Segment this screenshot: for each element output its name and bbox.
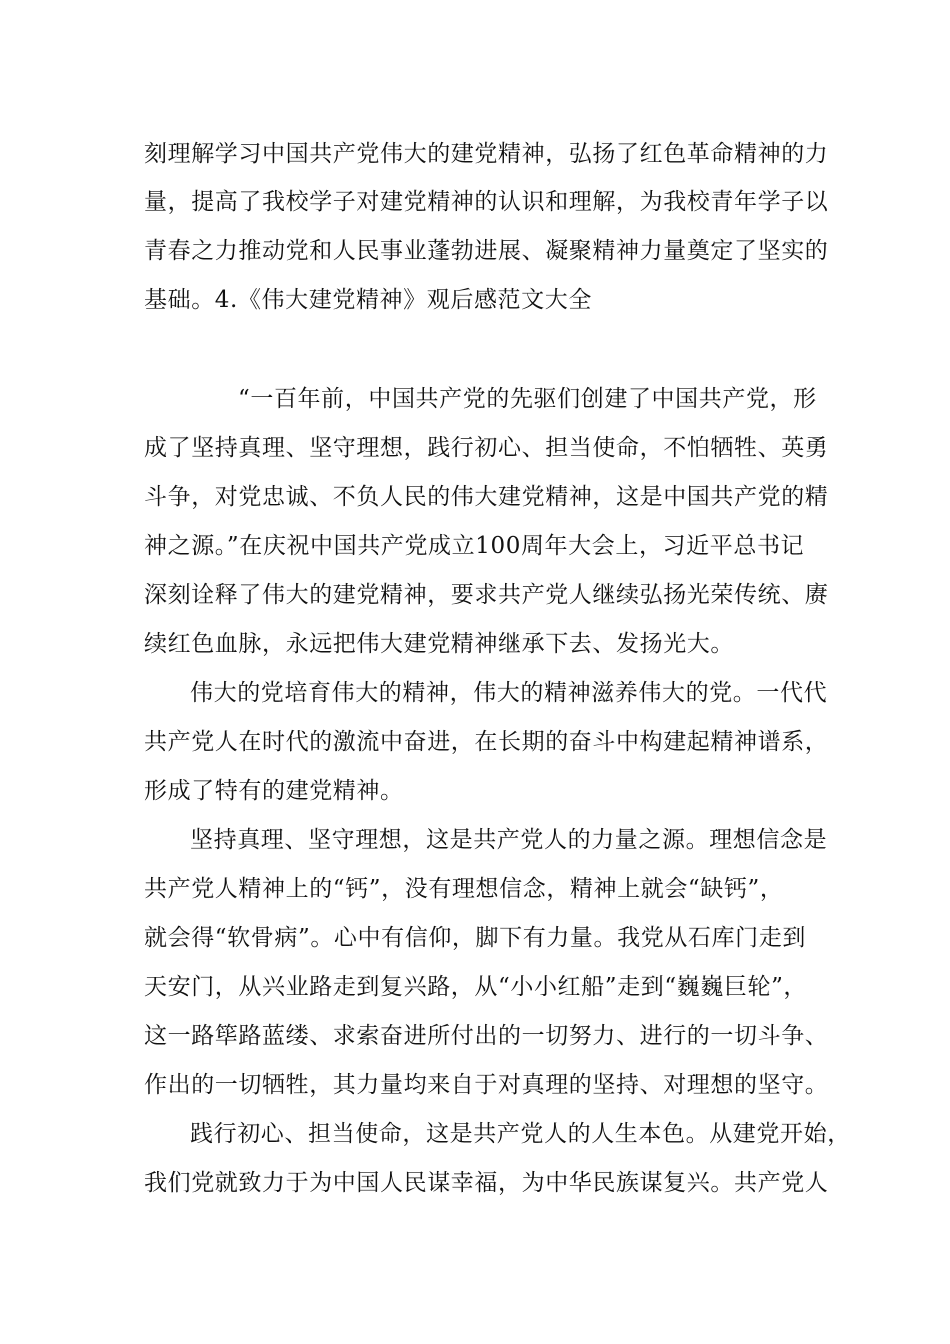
text-line: 天安门，从兴业路走到复兴路，从“小小红船”走到“巍巍巨轮”，	[144, 974, 808, 1000]
text-line: 共产党人精神上的“钙”，没有理想信念，精神上就会“缺钙”，	[144, 876, 784, 902]
text-line: 就会得“软骨病”。心中有信仰，脚下有力量。我党从石库门走到	[144, 925, 806, 951]
text-line: 共产党人在时代的激流中奋进，在长期的奋斗中构建起精神谱系，	[144, 729, 829, 755]
text-line: 基础。4.《伟大建党精神》观后感范文大全	[144, 287, 592, 313]
text-line: 成了坚持真理、坚守理想，践行初心、担当使命，不怕牺牲、英勇	[144, 435, 829, 461]
text-line: 量，提高了我校学子对建党精神的认识和理解，为我校青年学子以	[144, 189, 829, 215]
text-line: 伟大的党培育伟大的精神，伟大的精神滋养伟大的党。一代代	[190, 680, 828, 706]
text-line: 刻理解学习中国共产党伟大的建党精神，弘扬了红色革命精神的力	[144, 141, 829, 167]
text-line: 形成了特有的建党精神。	[144, 778, 404, 804]
text-line: 神之源。”在庆祝中国共产党成立100周年大会上，习近平总书记	[144, 533, 805, 559]
text-line: 践行初心、担当使命，这是共产党人的人生本色。从建党开始，	[190, 1121, 851, 1147]
text-line: 续红色血脉，永远把伟大建党精神继承下去、发扬光大。	[144, 631, 734, 657]
text-line: “一百年前，中国共产党的先驱们创建了中国共产党，形	[238, 386, 817, 412]
text-line: 坚持真理、坚守理想，这是共产党人的力量之源。理想信念是	[190, 827, 828, 853]
text-line: 斗争，对党忠诚、不负人民的伟大建党精神，这是中国共产党的精	[144, 484, 829, 510]
text-line: 作出的一切牺牲，其力量均来自于对真理的坚持、对理想的坚守。	[144, 1072, 829, 1098]
text-line: 这一路筚路蓝缕、求索奋进所付出的一切努力、进行的一切斗争、	[144, 1023, 829, 1049]
text-line: 青春之力推动党和人民事业蓬勃进展、凝聚精神力量奠定了坚实的	[144, 238, 829, 264]
text-line: 我们党就致力于为中国人民谋幸福，为中华民族谋复兴。共产党人	[144, 1170, 829, 1196]
text-line: 深刻诠释了伟大的建党精神，要求共产党人继续弘扬光荣传统、赓	[144, 582, 829, 608]
